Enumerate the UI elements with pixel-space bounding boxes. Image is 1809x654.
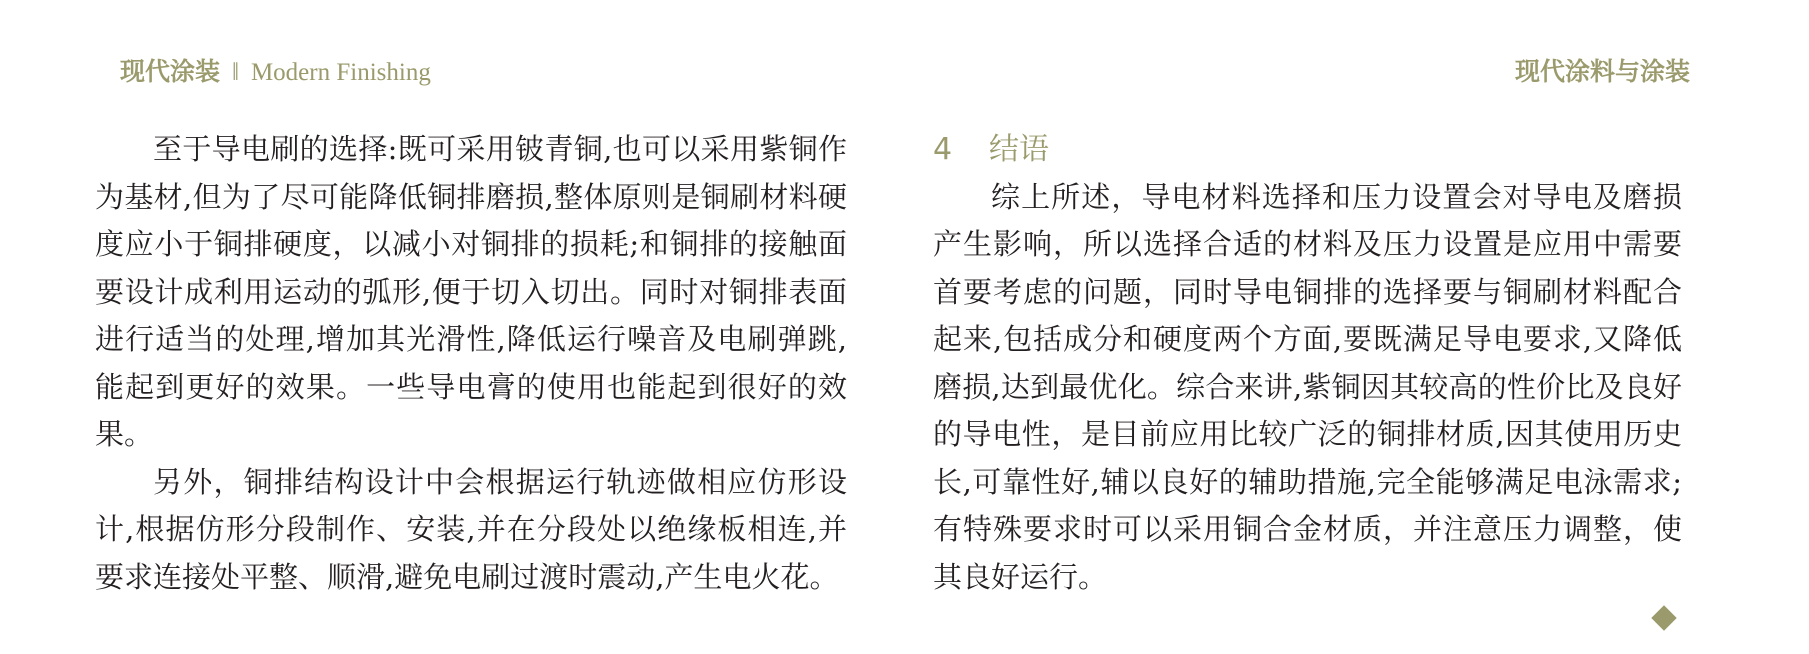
body-paragraph: 至于导电刷的选择:既可采用铍青铜,也可以采用紫铜作为基材,但为了尽可能降低铜排磨损,整体原则是铜刷材料硬度应小于铜排硬度，以减小对铜排的损耗;和铜排的接触面要设计成利用运动的弧形,便于切入切出。同时对铜排表面进行适当的处理,增加其光滑性,降低运行噪音及电刷弹跳,能起到更好的效果。一些导电膏的使用也能起到很好的效果。 — [95, 132, 847, 451]
journal-name-en: Modern Finishing — [250, 59, 431, 86]
running-header-left — [120, 56, 431, 89]
left-column — [95, 126, 847, 601]
diamond-end-mark-icon — [1651, 605, 1676, 630]
section-number: 4 — [933, 132, 953, 167]
right-column — [933, 126, 1682, 601]
section-title: 结语 — [989, 132, 1049, 167]
body-paragraph: 综上所述，导电材料选择和压力设置会对导电及磨损产生影响，所以选择合适的材料及压力设置是应用中需要首要考虑的问题，同时导电铜排的选择要与铜刷材料配合起来,包括成分和硬度两个方面,要既满足导电要求,又降低磨损,达到最优化。综合来讲,紫铜因其较高的性价比及良好的导电性，是目前应用比较广泛的铜排材质,因其使用历史长,可靠性好,辅以良好的辅助措施,完全能够满足电泳需求;有特殊要求时可以采用铜合金材质，并注意压力调整，使其良好运行。 — [933, 179, 1682, 594]
running-header-right: 现代涂料与涂装 — [1514, 57, 1690, 86]
section-heading — [933, 126, 1682, 174]
body-paragraph: 另外，铜排结构设计中会根据运行轨迹做相应仿形设计,根据仿形分段制作、安装,并在分段处以绝缘板相连,并要求连接处平整、顺滑,避免电刷过渡时震动,产生电火花。 — [95, 464, 847, 594]
header-separator: ‖ — [231, 59, 239, 86]
journal-name-cn: 现代涂装 — [120, 57, 221, 86]
